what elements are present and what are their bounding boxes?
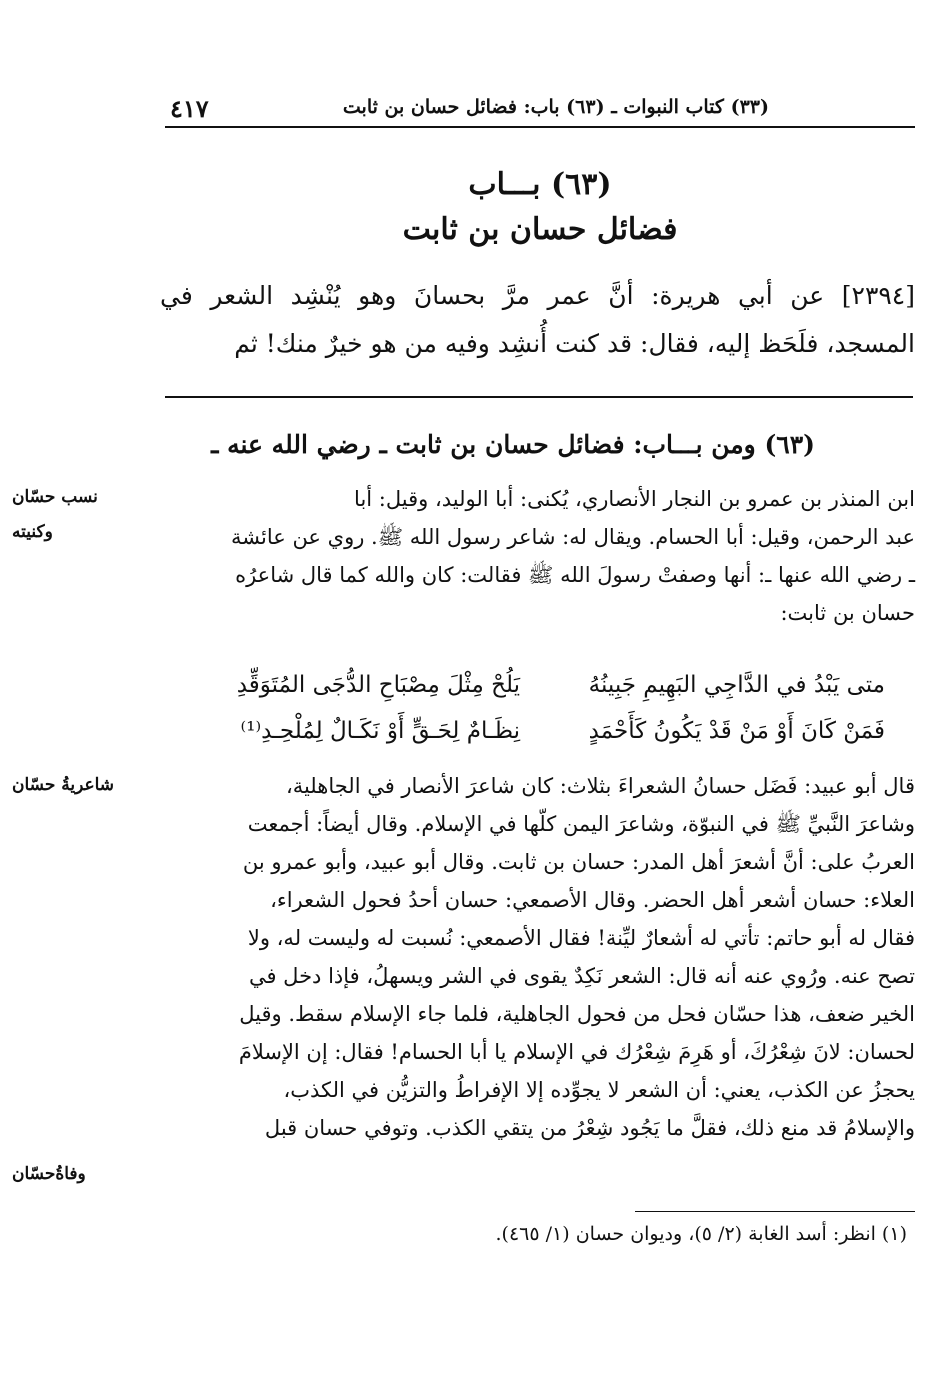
- commentary-line: يحجزُ عن الكذب، يعني: أن الشعر لا يجوِّده إلا الإفراطُ والتزيُّن في الكذب،: [283, 1078, 915, 1102]
- margin-note-shaeriyya: شاعريةُ حسّان: [12, 775, 115, 795]
- commentary-line: عبد الرحمن، وقيل: أبا الحسام. ويقال له: شاعر رسول الله ﷺ. روي عن عائشة: [231, 525, 915, 549]
- page-number: ٤١٧: [170, 94, 209, 123]
- running-head: (٣٣) كتاب النبوات ـ (٦٣) باب: فضائل حسان بن ثابت: [342, 96, 769, 118]
- chapter-title: فضائل حسان بن ثابت: [402, 212, 678, 247]
- hadith-line: [٢٣٩٤] عن أبي هريرة: أنَّ عمر مرَّ بحسانَ وهو يُنْشِد الشعر في: [160, 281, 915, 310]
- header-rule: [165, 126, 915, 128]
- commentary-line: وشاعرَ النَّبيِّ ﷺ في النبوّة، وشاعرَ اليمن كلّها في الإسلام. وقال أيضاً: أجمعت: [247, 812, 915, 836]
- margin-note-kunya: وكنيته: [12, 522, 53, 542]
- margin-note-nasab: نسب حسّان: [12, 487, 98, 507]
- commentary-line: فقال له أبو حاتم: تأتي له أشعارٌ ليِّنة! فقال الأصمعي: نُسبت له وليست له، ولا: [247, 926, 915, 950]
- commentary-line: العربُ على: أنَّ أشعرَ أهل المدر: حسان بن ثابت. وقال أبو عبيد، وأبو عمرو بن: [242, 850, 915, 874]
- commentary-line: قال أبو عبيد: فَضَل حسانُ الشعراءَ بثلاث: كان شاعرَ الأنصار في الجاهلية،: [285, 774, 915, 798]
- commentary-line: تصح عنه. ورُوي عنه أنه قال: الشعر نَكِدٌ يقوى في الشر ويسهلُ، فإذا دخل في: [248, 964, 915, 988]
- hadith-line: المسجد، فلَحَظ إليه، فقال: قد كنت أُنشِد وفيه من هو خيرٌ منك! ثم: [234, 329, 915, 358]
- commentary-line: ـ رضي الله عنها ـ: أنها وصفتْ رسولَ الله ﷺ فقالت: كان والله كما قال شاعرُه: [235, 563, 915, 587]
- commentary-heading: (٦٣) ومن بـــاب: فضائل حسان بن ثابت ـ رضي الله عنه ـ: [211, 430, 815, 459]
- poem-hemistich-first: متى يَبْدُ في الدَّاجِي البَهِيمِ جَبِينُهُ: [588, 672, 885, 698]
- poem-verse: [165, 708, 915, 754]
- chapter-number: (٦٣) بـــاب: [468, 167, 612, 202]
- poem-hemistich-second: نِظَـامٌ لِحَـقٍّ أَوْ نَكَـالٌ لِمُلْحِـدِ⁽¹⁾: [240, 718, 520, 744]
- margin-note-wafat: وفاةُحسّان: [12, 1164, 86, 1184]
- commentary-line: والإسلامُ قد منع ذلك، فقلَّ ما يَجُود شِعْرُ من يتقي الكذب. وتوفي حسان قبل: [264, 1116, 915, 1140]
- footnote-rule: [635, 1211, 915, 1212]
- commentary-paragraph-1: [160, 480, 915, 632]
- footnote: (١) انظر: أسد الغابة (٢/ ٥)، وديوان حسان (١/ ٤٦٥).: [495, 1223, 907, 1245]
- commentary-line: الخير ضعف، هذا حسّان فحل من فحول الجاهلية، فلما جاء الإسلام سقط. وقيل: [239, 1002, 915, 1026]
- commentary-line: لحسان: لانَ شِعْرُكَ، أو هَرِمَ شِعْرُك في الإسلام يا أبا الحسام! فقال: إن الإسلامَ: [238, 1040, 915, 1064]
- poem: [165, 662, 915, 754]
- hadith-text: [160, 272, 915, 368]
- poem-verse: [165, 662, 915, 708]
- commentary-line: حسان بن ثابت:: [780, 601, 915, 625]
- poem-hemistich-first: فَمَنْ كَانَ أَوْ مَنْ قَدْ يَكُونُ كَأَحْمَدٍ: [588, 718, 885, 744]
- section-divider: [165, 396, 913, 398]
- commentary-line: العلاء: حسان أشعر أهل الحضر. وقال الأصمعي: حسان أحدُ فحول الشعراء،: [270, 888, 915, 912]
- commentary-paragraph-2: [160, 767, 915, 1147]
- commentary-line: ابن المنذر بن عمرو بن النجار الأنصاري، يُكنى: أبا الوليد، وقيل: أبا: [354, 487, 915, 511]
- poem-hemistich-second: يَلُحْ مِثْلَ مِصْبَاحِ الدُّجَى المُتَوَقِّدِ: [236, 672, 520, 698]
